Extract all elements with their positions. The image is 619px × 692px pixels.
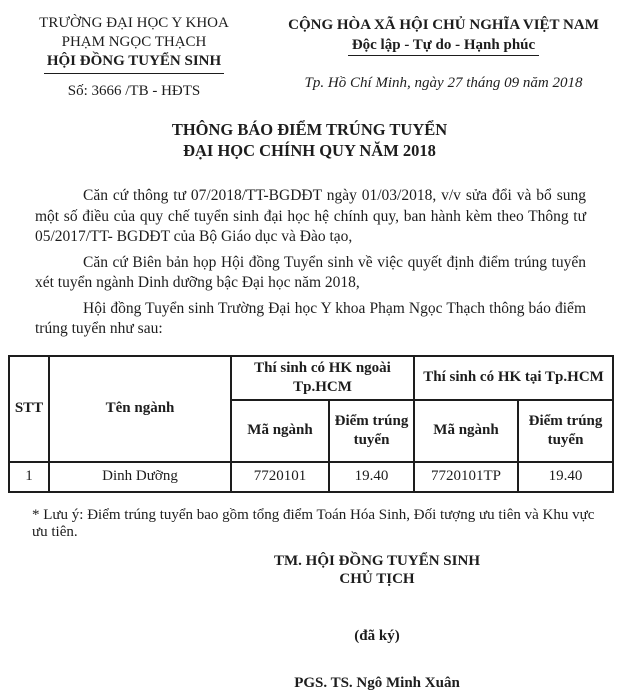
signature-block [222, 552, 532, 692]
document-title-line1: THÔNG BÁO ĐIỂM TRÚNG TUYỂN [171, 120, 448, 139]
footnote: * Lưu ý: Điểm trúng tuyển bao gồm tổng điểm Toán Hóa Sinh, Đối tượng ưu tiên và Khu vực ưu tiên. [32, 506, 595, 540]
signature-on-behalf: TM. HỘI ĐỒNG TUYỂN SINH [273, 552, 480, 569]
cell-ma-nganh-ngoai: 7720101 [231, 462, 329, 492]
national-title: CỘNG HÒA XÃ HỘI CHỦ NGHĨA VIỆT NAM [288, 17, 599, 33]
cell-ma-nganh-tai: 7720101TP [414, 462, 518, 492]
signatory-name: PGS. TS. Ngô Minh Xuân [294, 674, 460, 691]
document-title [0, 119, 619, 161]
cell-ten-nganh: Dinh Dưỡng [49, 462, 231, 492]
signed-marker: (đã ký) [354, 627, 400, 644]
document-header [0, 10, 619, 100]
table-row [9, 462, 613, 492]
document-title-line2: ĐẠI HỌC CHÍNH QUY NĂM 2018 [183, 141, 436, 160]
paragraph-legal-basis-2: Căn cứ Biên bản họp Hội đồng Tuyển sinh về việc quyết định điểm trúng tuyển xét tuyển ngành Dinh dưỡng bậc Đại học năm 2018, [35, 253, 586, 291]
group-header-hk-tai-tphcm: Thí sinh có HK tại Tp.HCM [414, 356, 613, 400]
admission-scores-table [8, 355, 614, 493]
cell-stt: 1 [9, 462, 49, 492]
issuing-org-block [0, 10, 268, 100]
paragraph-legal-basis-1: Căn cứ thông tư 07/2018/TT-BGDĐT ngày 01/03/2018, v/v sửa đổi và bổ sung một số điều của quy chế tuyển sinh đại học hệ chính quy, ban hành kèm theo Thông tư 05/2017/TT- BGDĐT của Bộ Giáo dục và Đào tạo, [35, 187, 586, 245]
org-council-name: HỘI ĐỒNG TUYỂN SINH [44, 52, 224, 74]
column-header-diem-ngoai: Điểm trúng tuyển [329, 400, 414, 462]
column-header-ten-nganh: Tên ngành [49, 356, 231, 462]
cell-diem-ngoai: 19.40 [329, 462, 414, 492]
document-body [0, 186, 619, 340]
place-date-line: Tp. Hồ Chí Minh, ngày 27 tháng 09 năm 2018 [304, 75, 583, 91]
national-motto-block [268, 10, 619, 92]
cell-diem-tai: 19.40 [518, 462, 613, 492]
column-header-diem-tai: Điểm trúng tuyển [518, 400, 613, 462]
column-header-ma-nganh-tai: Mã ngành [414, 400, 518, 462]
paragraph-announcement: Hội đồng Tuyển sinh Trường Đại học Y khoa Phạm Ngọc Thạch thông báo điểm trúng tuyển như sau: [35, 299, 586, 337]
document-number: Số: 3666 /TB - HĐTS [67, 83, 201, 99]
column-header-ma-nganh-ngoai: Mã ngành [231, 400, 329, 462]
column-header-stt: STT [9, 356, 49, 462]
signature-position: CHỦ TỊCH [339, 570, 415, 587]
org-name-line2: PHẠM NGỌC THẠCH [61, 34, 207, 50]
national-motto: Độc lập - Tự do - Hạnh phúc [348, 37, 539, 56]
group-header-hk-ngoai-tphcm: Thí sinh có HK ngoài Tp.HCM [231, 356, 414, 400]
org-name-line1: TRƯỜNG ĐẠI HỌC Y KHOA [39, 15, 229, 31]
